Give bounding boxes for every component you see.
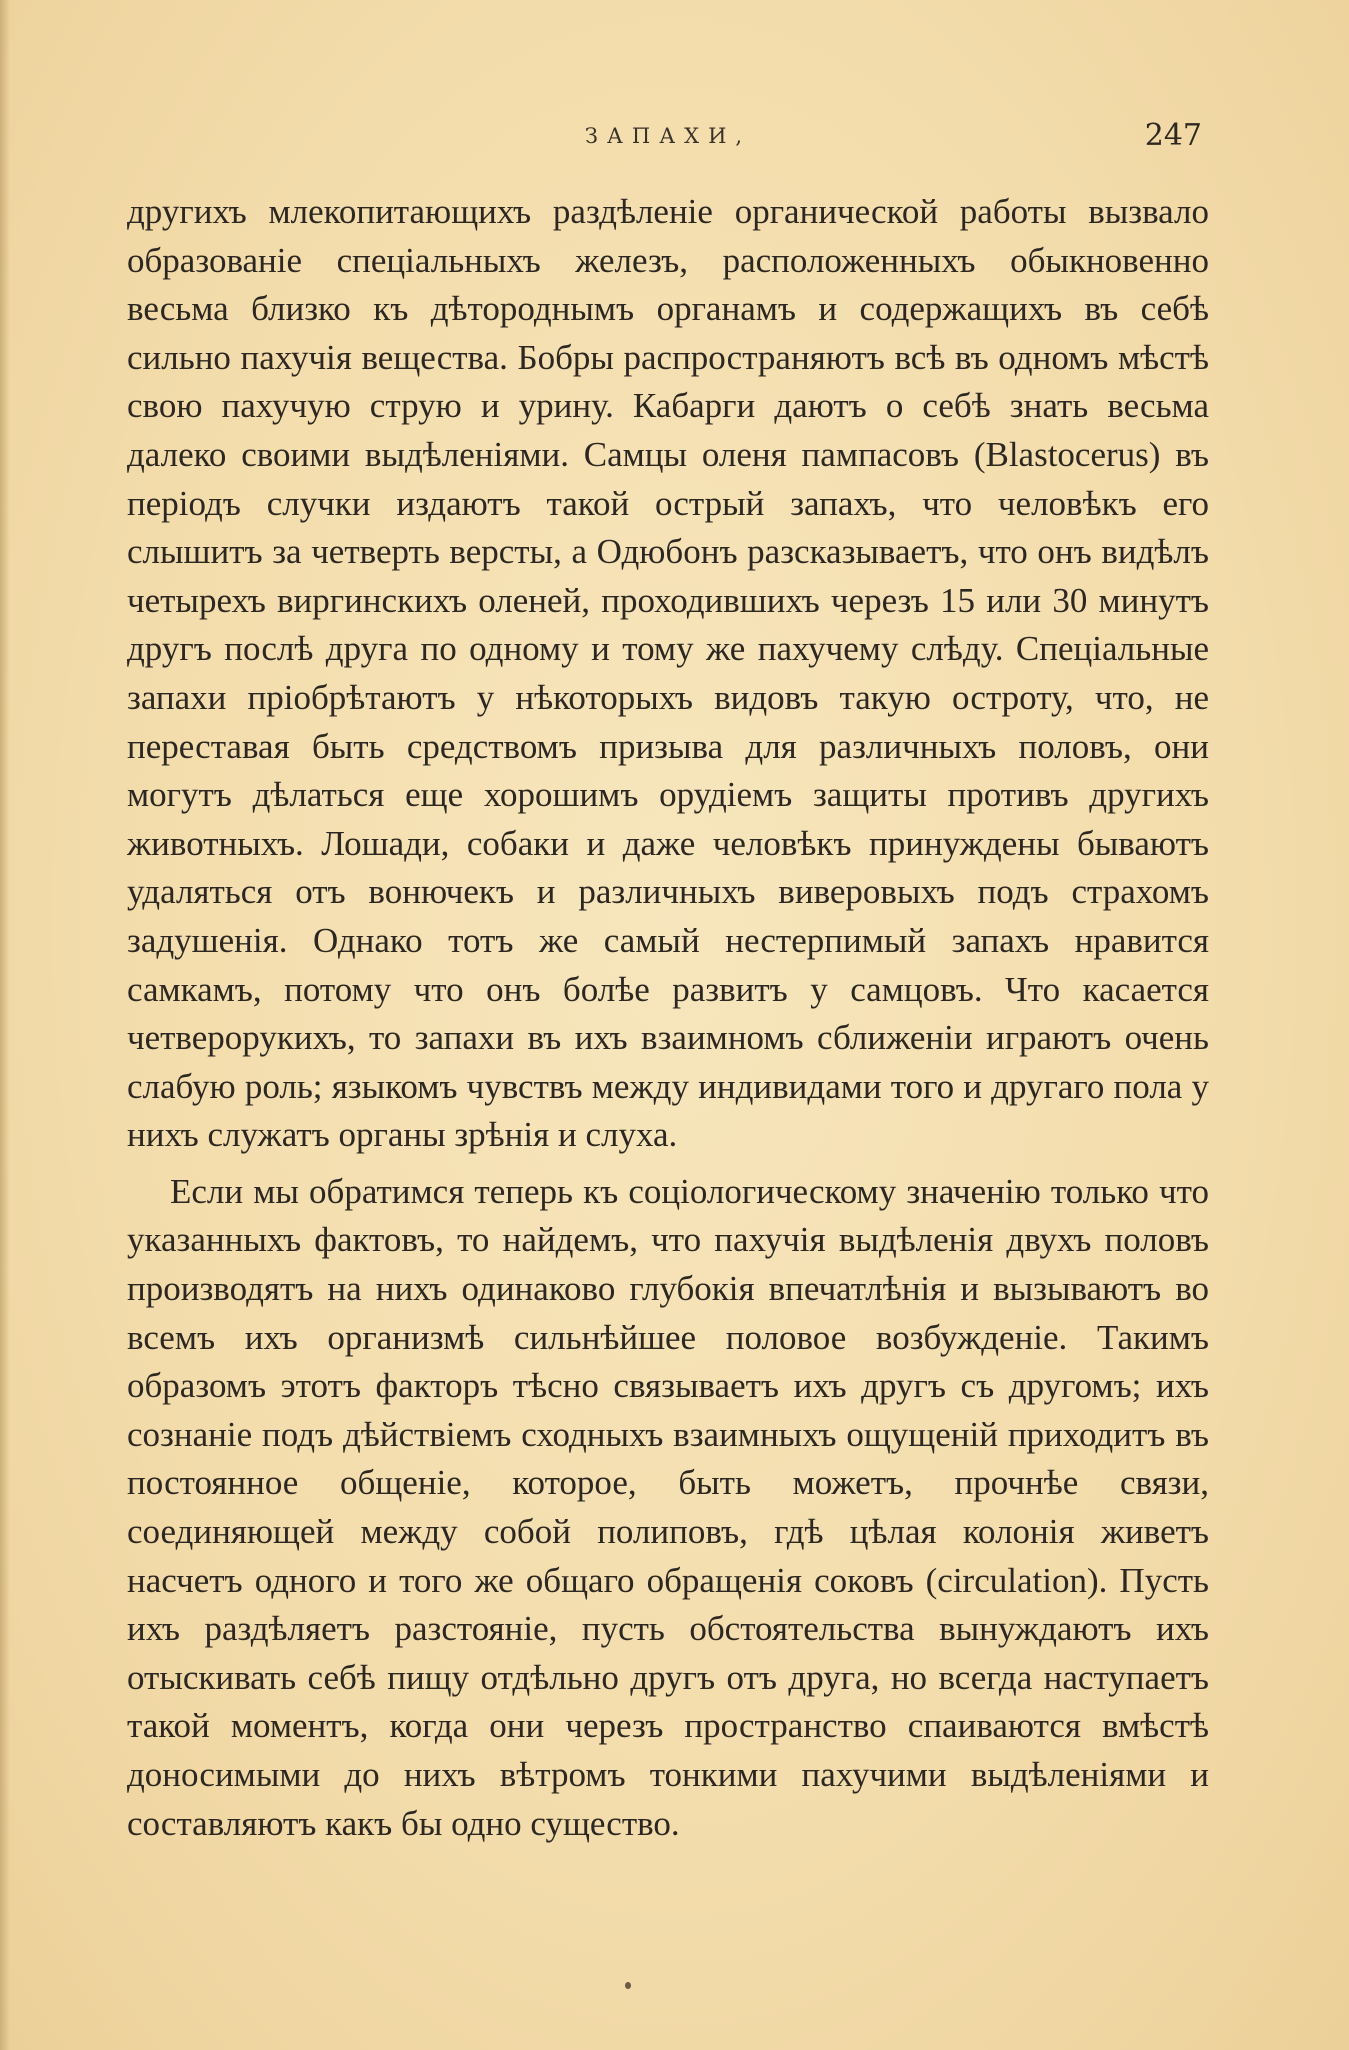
body-text — [127, 188, 1209, 1848]
ink-speck — [625, 1982, 631, 1989]
page-edge-shadow — [0, 0, 10, 2050]
paragraph-2: Если мы обратимся теперь къ соціологическому значенію только что указанныхъ фактовъ, то найдемъ, что пахучія выдѣленія двухъ половъ производятъ на нихъ одинаково глубокія впечатлѣнія и вызываютъ во всемъ ихъ организмѣ сильнѣйшее половое возбужденіе. Такимъ образомъ этотъ факторъ тѣсно связываетъ ихъ другъ съ другомъ; ихъ сознаніе подъ дѣйствіемъ сходныхъ взаимныхъ ощущеній приходитъ въ постоянное общеніе, которое, быть можетъ, прочнѣе связи, соединяющей между собой полиповъ, гдѣ цѣлая колонія живетъ насчетъ одного и того же общаго обращенія соковъ (circulation). Пусть ихъ раздѣляетъ разстояніе, пусть обстоятельства вынуждаютъ ихъ отыскивать себѣ пищу отдѣльно другъ отъ друга, но всегда наступаетъ такой моментъ, когда они черезъ пространство спаиваются вмѣстѣ доносимыми до нихъ вѣтромъ тонкими пахучими выдѣленіями и составляютъ какъ бы одно существо. — [127, 1171, 1209, 1843]
running-head-title: ЗАПАХИ, — [584, 124, 752, 148]
paragraph-1: другихъ млекопитающихъ раздѣленіе органической работы вызвало образованіе спеціальныхъ железъ, расположенныхъ обыкновенно весьма близко къ дѣтороднымъ органамъ и содержащихъ въ себѣ сильно пахучія вещества. Бобры распространяютъ всѣ въ одномъ мѣстѣ свою пахучую струю и урину. Кабарги даютъ о себѣ знать весьма далеко своими выдѣленіями. Самцы оленя пампасовъ (Blastocerus) въ періодъ случки издаютъ такой острый запахъ, что человѣкъ его слышитъ за четверть версты, а Одюбонъ разсказываетъ, что онъ видѣлъ четырехъ виргинскихъ оленей, проходившихъ черезъ 15 или 30 минутъ другъ послѣ друга по одному и тому же пахучему слѣду. Спеціальные запахи пріобрѣтаютъ у нѣкоторыхъ видовъ такую остроту, что, не переставая быть средствомъ призыва для различныхъ половъ, они могутъ дѣлаться еще хорошимъ орудіемъ защиты противъ другихъ животныхъ. Лошади, собаки и даже человѣкъ принуждены бываютъ удаляться отъ вонючекъ и различныхъ виверовыхъ подъ страхомъ задушенія. Однако тотъ же самый нестерпимый запахъ нравится самкамъ, потому что онъ болѣе развитъ у самцовъ. Что касается четверорукихъ, то запахи въ ихъ взаимномъ сближеніи играютъ очень слабую роль; языкомъ чувствъ между индивидами того и другаго пола у нихъ служатъ органы зрѣнія и слуха. — [127, 192, 1209, 1155]
running-head — [128, 118, 1208, 158]
page-number: 247 — [1144, 118, 1202, 153]
